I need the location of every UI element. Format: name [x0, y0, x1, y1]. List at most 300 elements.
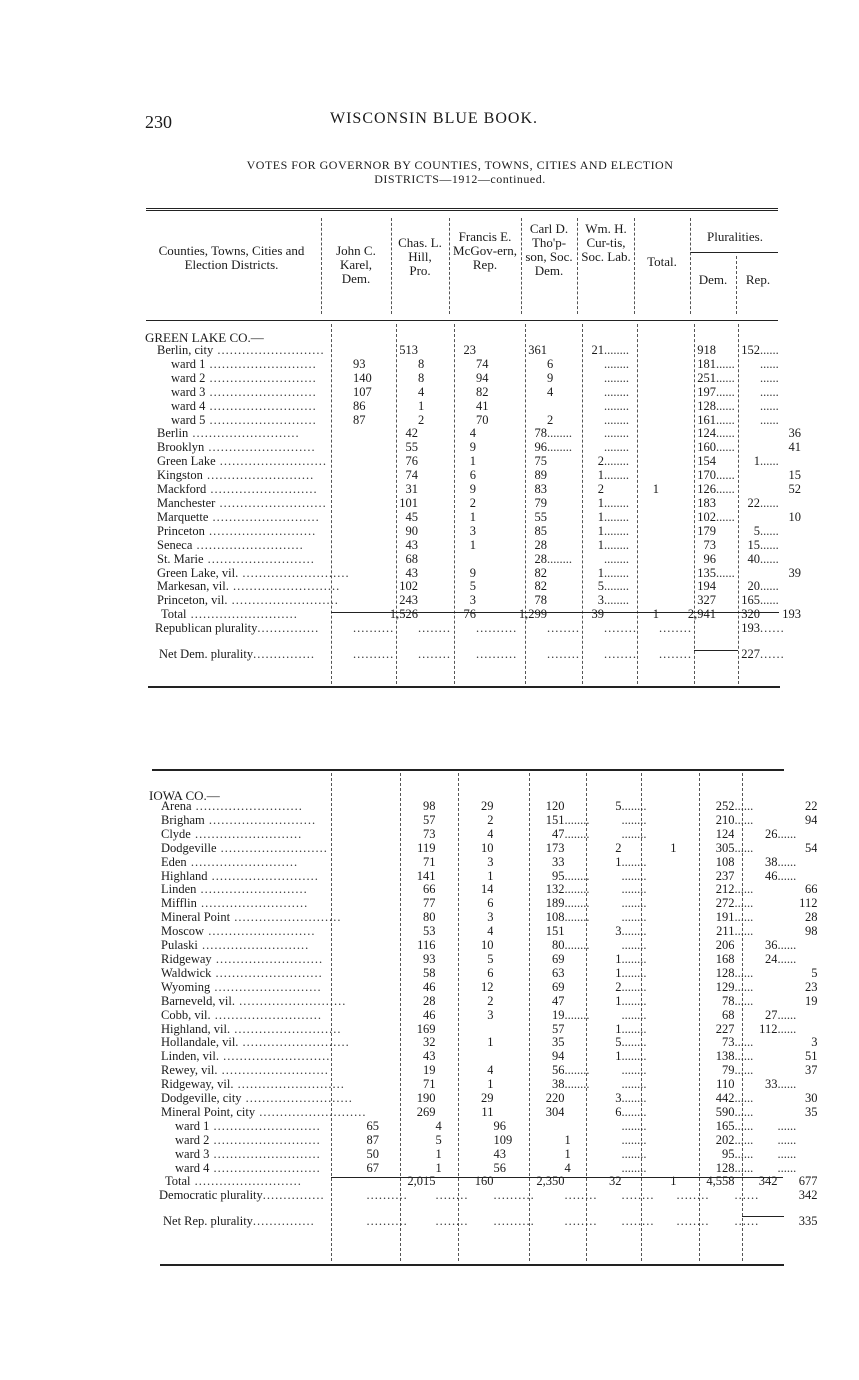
cell-thompson: 1: [597, 524, 604, 538]
cell-curtis: ........: [604, 427, 629, 441]
district-name: Total ..........................: [161, 608, 298, 622]
district-name: ward 2 ..........................: [171, 371, 317, 385]
district-name-text: Linden, vil.: [161, 1050, 219, 1064]
spacer-row: [145, 636, 801, 648]
table-row: [145, 414, 801, 428]
cell-rep: 98: [804, 925, 818, 939]
district-name: ward 1 ..........................: [171, 357, 317, 371]
table-row: [145, 567, 801, 581]
cell-dem: 227: [741, 648, 760, 662]
cell-total: 442: [715, 1092, 735, 1106]
cell-dem: ......: [734, 1119, 754, 1133]
district-name: Rewey, vil. ..........................: [161, 1064, 329, 1078]
cell-curtis: ........: [621, 1133, 647, 1147]
cell-dem: 33: [764, 1078, 778, 1092]
cell-mcgovern: 75: [534, 455, 547, 469]
cell-hill: [418, 553, 476, 567]
cell-dem: 320: [741, 608, 760, 622]
cell-thompson: ........: [564, 883, 590, 897]
cell-rep: ......: [760, 538, 779, 552]
cell-thompson: 3: [597, 594, 604, 608]
cell-mcgovern: 38: [551, 1078, 565, 1092]
cell-total: 181: [697, 357, 716, 371]
cell-curtis: ........: [621, 911, 647, 925]
district-name: ward 2 ..........................: [175, 1133, 321, 1147]
district-name-text: Moscow: [161, 925, 205, 939]
cell-karel: 68: [405, 552, 418, 566]
cell-dem: ......: [734, 994, 754, 1008]
cell-hill: 11: [481, 1105, 494, 1119]
cell-dem: ......: [734, 1064, 754, 1078]
cell-dem: 46: [764, 869, 778, 883]
district-name: Cobb, vil. ..........................: [161, 1008, 323, 1022]
cell-thompson: 39: [591, 608, 604, 622]
cell-rep: ......: [760, 524, 779, 538]
cell-karel: 73: [422, 827, 436, 841]
cell-karel: 71: [422, 855, 436, 869]
cell-mcgovern: 79: [534, 496, 547, 510]
cell-thompson: 1: [597, 510, 604, 524]
cell-total: 305: [715, 841, 735, 855]
district-name-text: Cobb, vil.: [161, 1008, 211, 1022]
cell-karel: 66: [422, 883, 436, 897]
table-row: [145, 358, 801, 372]
cell-hill: 1: [435, 1147, 442, 1161]
district-name: Kingston ..........................: [157, 469, 315, 483]
cell-mcgovern: 85: [534, 524, 547, 538]
cell-thompson: ........: [564, 827, 590, 841]
cell-thompson: 5: [615, 800, 622, 813]
cell-rep: 23: [804, 980, 818, 994]
cell-rep: ......: [777, 869, 797, 883]
cell-rep: ......: [777, 1119, 797, 1133]
cell-rep: 3: [811, 1036, 818, 1050]
header-karel: John C. Karel, Dem.: [336, 243, 376, 286]
cell-dem: ......: [716, 371, 735, 385]
cell-total: 108: [715, 855, 735, 869]
cell-curtis: ........: [621, 883, 647, 897]
cell-thompson: ........: [564, 869, 590, 883]
district-name-text: Highland, vil.: [161, 1022, 231, 1036]
header-col-line: [634, 218, 635, 314]
cell-rep: 37: [804, 1064, 818, 1078]
cell-hill: 29: [480, 1092, 494, 1106]
cell-hill: 1: [469, 455, 476, 469]
cell-dem: ......: [716, 510, 735, 524]
cell-dem: 112: [759, 1022, 778, 1036]
cell-thompson: ........: [564, 1064, 590, 1078]
cell-karel: 57: [422, 813, 436, 827]
net-plurality-label: Net Dem. plurality...............: [159, 648, 315, 662]
cell-dem: ......: [716, 566, 735, 580]
cell-karel: 1,526: [389, 608, 418, 622]
cell-karel: 28: [422, 994, 436, 1008]
cell-curtis: ........: [621, 813, 647, 827]
cell-thompson: 6: [615, 1105, 622, 1119]
cell-mcgovern: 69: [551, 980, 565, 994]
cell-mcgovern: ..........: [476, 648, 518, 662]
cell-mcgovern: 78: [534, 594, 547, 608]
cell-thompson: 2: [615, 980, 622, 994]
cell-hill: 3: [487, 855, 494, 869]
cell-dem: ......: [716, 399, 735, 413]
header-total: Total.: [647, 254, 677, 269]
table-row: [149, 1106, 817, 1120]
cell-karel: 2,015: [407, 1175, 436, 1189]
district-name: ward 3 ..........................: [171, 385, 317, 399]
cell-karel: 65: [366, 1119, 379, 1133]
cell-mcgovern: 82: [534, 580, 547, 594]
district-name: Princeton ..........................: [157, 524, 317, 538]
cell-hill: 4: [469, 427, 476, 441]
cell-hill: 6: [469, 469, 476, 483]
cell-karel: 32: [422, 1036, 436, 1050]
cell-mcgovern: 33: [551, 855, 565, 869]
table-row: [149, 1050, 817, 1064]
table-row: [149, 814, 817, 828]
cell-total: 194: [697, 580, 716, 594]
cell-curtis: ........: [621, 800, 647, 813]
cell-karel: 140: [353, 371, 372, 385]
table-row: [149, 828, 817, 842]
cell-rep: 15: [788, 469, 801, 483]
cell-rep: 28: [804, 911, 818, 925]
cell-karel: ..........: [353, 648, 395, 662]
green-lake-table: [145, 344, 801, 662]
cell-curtis: ........: [604, 552, 629, 566]
cell-karel: 45: [405, 510, 418, 524]
cell-curtis: ........: [621, 827, 647, 841]
cell-total: 191: [715, 911, 735, 925]
iowa-net-rule: [742, 1216, 784, 1217]
total-row: [145, 608, 801, 622]
district-name: Moscow ..........................: [161, 925, 316, 939]
cell-mcgovern: ..........: [476, 622, 518, 636]
header-col-line: [391, 218, 392, 314]
district-name: ward 3 ..........................: [175, 1147, 321, 1161]
cell-total: 165: [715, 1119, 735, 1133]
cell-hill: 160: [474, 1175, 494, 1189]
district-name: Marquette ..........................: [157, 510, 320, 524]
iowa-top-rule: [152, 769, 784, 771]
cell-thompson: ........: [564, 1078, 590, 1092]
district-name: Ridgeway, vil. ..........................: [161, 1078, 345, 1092]
cell-curtis: ........: [604, 648, 637, 662]
header-hill: Chas. L. Hill, Pro.: [398, 235, 442, 278]
cell-total: 210: [715, 813, 735, 827]
district-name: Highland ..........................: [161, 869, 319, 883]
cell-dem: 40: [747, 552, 760, 566]
cell-dem: ......: [734, 1133, 754, 1147]
cell-thompson: 1: [615, 952, 622, 966]
table-row: [145, 594, 801, 608]
cell-total: 160: [697, 441, 716, 455]
cell-dem: 22: [747, 496, 760, 510]
cell-rep: 66: [804, 883, 818, 897]
district-name-text: ward 3: [175, 1147, 210, 1161]
cell-curtis: ........: [604, 357, 629, 371]
district-name: Markesan, vil. ..........................: [157, 580, 341, 594]
cell-dem: 165: [741, 594, 760, 608]
cell-karel: 190: [416, 1092, 436, 1106]
cell-thompson: ........: [547, 552, 572, 566]
header-col-line: [577, 218, 578, 314]
cell-total: 124: [715, 827, 735, 841]
cell-dem: ......: [734, 980, 754, 994]
cell-karel: 87: [366, 1133, 379, 1147]
cell-thompson: ........: [547, 441, 572, 455]
district-name-text: Marquette: [157, 510, 209, 524]
cell-karel: 77: [422, 897, 436, 911]
cell-dem: ......: [734, 1189, 760, 1203]
table-row: [149, 1092, 817, 1106]
cell-karel: 43: [422, 1050, 436, 1064]
cell-mcgovern: 361: [528, 344, 547, 357]
table-row: [145, 497, 801, 511]
district-name-text: ward 2: [175, 1133, 210, 1147]
cell-karel: 101: [399, 496, 418, 510]
district-name: Total ..........................: [165, 1175, 302, 1189]
cell-total: 272: [715, 897, 735, 911]
cell-total: 183: [697, 496, 716, 510]
district-name: ward 1 ..........................: [175, 1119, 321, 1133]
cell-total: 129: [715, 980, 735, 994]
cell-karel: 43: [405, 538, 418, 552]
cell-rep: 36: [788, 427, 801, 441]
table-row: [145, 400, 801, 414]
cell-mcgovern: 220: [545, 1092, 565, 1106]
cell-dem: ......: [716, 385, 735, 399]
district-name: Dodgeville ..........................: [161, 841, 328, 855]
cell-rep: 22: [804, 800, 818, 813]
plurality-row: [149, 1189, 817, 1203]
cell-total: 124: [697, 427, 716, 441]
cell-total: 128: [715, 1161, 735, 1175]
table-row: [149, 897, 817, 911]
cell-total: ........: [676, 1189, 710, 1203]
cell-mcgovern: 96: [493, 1119, 506, 1133]
cell-mcgovern: 63: [551, 966, 565, 980]
cell-thompson: 2: [547, 413, 554, 427]
cell-total: 135: [697, 566, 716, 580]
cell-dem: ......: [734, 1161, 754, 1175]
district-name-text: ward 5: [171, 413, 206, 427]
spacer-row: [149, 1203, 817, 1215]
cell-total: 110: [716, 1078, 735, 1092]
header-districts: Counties, Towns, Cities and Election Districts.: [158, 243, 305, 272]
cell-curtis: ........: [604, 371, 629, 385]
cell-mcgovern: 151: [545, 925, 565, 939]
cell-total: 95: [721, 1147, 735, 1161]
cell-mcgovern: 96: [534, 441, 547, 455]
cell-total: 211: [716, 925, 735, 939]
district-name-text: Green Lake, vil.: [157, 566, 239, 580]
district-name: Pulaski ..........................: [161, 939, 310, 953]
district-name-text: Rewey, vil.: [161, 1064, 218, 1078]
table-row: [145, 372, 801, 386]
district-name: Berlin, city ..........................: [157, 344, 325, 357]
cell-karel: 76: [405, 455, 418, 469]
district-name: Linden, vil. ..........................: [161, 1050, 331, 1064]
cell-rep: ......: [760, 413, 779, 427]
district-name: Mifflin ..........................: [161, 897, 309, 911]
cell-karel: 19: [422, 1064, 436, 1078]
cell-rep: 5: [811, 966, 818, 980]
cell-thompson: 1: [615, 1050, 622, 1064]
cell-rep: ......: [760, 622, 785, 636]
cell-rep: ......: [760, 371, 779, 385]
cell-rep: ......: [760, 580, 779, 594]
header-bottom-rule: [146, 320, 778, 321]
cell-curtis: ........: [621, 1078, 647, 1092]
header-curtis: Wm. H. Cur-tis, Soc. Lab.: [581, 221, 631, 264]
cell-mcgovern: 56: [493, 1161, 506, 1175]
header-dem: Dem.: [698, 272, 728, 287]
table-row: [149, 1064, 817, 1078]
district-name-text: Linden: [161, 883, 197, 897]
cell-rep: 41: [788, 441, 801, 455]
cell-rep: ......: [777, 1022, 797, 1036]
cell-thompson: 4: [564, 1161, 571, 1175]
cell-hill: 2: [487, 994, 494, 1008]
cell-dem: 26: [764, 827, 778, 841]
district-name-text: Total: [161, 608, 187, 622]
cell-mcgovern: 82: [534, 566, 547, 580]
cell-rep: 342: [798, 1189, 818, 1203]
cell-dem: ......: [716, 441, 735, 455]
county-heading: GREEN LAKE CO.—: [145, 330, 264, 345]
cell-dem: ......: [734, 966, 754, 980]
cell-karel: 141: [416, 869, 436, 883]
cell-dem: ......: [716, 413, 735, 427]
cell-rep: 193: [782, 608, 801, 622]
cell-karel: 169: [416, 1022, 436, 1036]
district-name: Princeton, vil. ..........................: [157, 594, 339, 608]
cell-hill: 1: [469, 538, 476, 552]
cell-curtis: ........: [604, 510, 629, 524]
cell-mcgovern: 55: [534, 510, 547, 524]
cell-thompson: 2: [615, 841, 622, 855]
cell-total: 170: [697, 469, 716, 483]
district-name-text: Pulaski: [161, 939, 198, 953]
cell-mcgovern: 189: [545, 897, 565, 911]
cell-hill: 3: [469, 524, 476, 538]
cell-total: 327: [697, 594, 716, 608]
cell-curtis: ........: [621, 1189, 655, 1203]
table-row: [145, 386, 801, 400]
cell-thompson: 1: [597, 566, 604, 580]
cell-dem: 27: [764, 1008, 778, 1022]
table-row: [145, 580, 801, 594]
cell-mcgovern: 120: [545, 800, 565, 813]
cell-karel: 87: [353, 413, 366, 427]
cell-total: 237: [715, 869, 735, 883]
table-row: [149, 856, 817, 870]
cell-thompson: ........: [547, 648, 580, 662]
cell-karel: ..........: [353, 622, 395, 636]
cell-rep: ......: [760, 552, 779, 566]
cell-curtis: ........: [604, 580, 629, 594]
cell-total: 179: [697, 524, 716, 538]
cell-thompson: 1: [564, 1133, 571, 1147]
cell-curtis: ........: [604, 469, 629, 483]
cell-karel: 67: [366, 1161, 379, 1175]
cell-total: 212: [715, 883, 735, 897]
cell-rep: ......: [760, 385, 779, 399]
district-name-text: Mackford: [157, 483, 207, 497]
district-name-text: Waldwick: [161, 966, 212, 980]
cell-mcgovern: 80: [551, 939, 565, 953]
district-name: Wyoming ..........................: [161, 980, 322, 994]
district-name: Green Lake ..........................: [157, 455, 328, 469]
cell-rep: ......: [777, 855, 797, 869]
cell-curtis: 1: [670, 1175, 677, 1189]
district-name-text: Highland: [161, 869, 208, 883]
cell-thompson: 1: [615, 994, 622, 1008]
district-name: Dodgeville, city ..........................: [161, 1092, 353, 1106]
cell-thompson: 5: [597, 580, 604, 594]
cell-mcgovern: 132: [545, 883, 565, 897]
cell-total: 68: [721, 1008, 735, 1022]
cell-dem: ......: [734, 925, 754, 939]
cell-thompson: 3: [615, 1092, 622, 1106]
district-name: Brooklyn ..........................: [157, 441, 316, 455]
cell-curtis: ........: [604, 344, 629, 357]
cell-hill: 29: [480, 800, 494, 813]
district-name: Arena ..........................: [161, 800, 303, 813]
header-thompson: Carl D. Tho'p-son, Soc. Dem.: [525, 221, 573, 278]
cell-total: 918: [697, 344, 716, 357]
cell-thompson: 2: [597, 483, 604, 497]
cell-total: 2,941: [687, 608, 716, 622]
cell-dem: ......: [716, 469, 735, 483]
table-row: [149, 953, 817, 967]
cell-curtis: ........: [621, 994, 647, 1008]
cell-karel: 93: [422, 952, 436, 966]
cell-dem: 36: [764, 939, 778, 953]
district-name-text: Ridgeway: [161, 952, 212, 966]
district-name-text: Mineral Point, city: [161, 1105, 256, 1119]
table-row: [145, 455, 801, 469]
cell-mcgovern: 82: [476, 385, 489, 399]
district-name: Manchester ..........................: [157, 496, 327, 510]
cell-thompson: [564, 1120, 621, 1134]
cell-dem: ......: [734, 1092, 754, 1106]
table-row: [149, 911, 817, 925]
table-row: [145, 469, 801, 483]
table-row: [145, 539, 801, 553]
cell-mcgovern: ..........: [493, 1189, 535, 1203]
table-row: [149, 1148, 817, 1162]
cell-curtis: ........: [621, 1022, 647, 1036]
district-name: Barneveld, vil. ..........................: [161, 994, 347, 1008]
district-name-text: Hollandale, vil.: [161, 1036, 239, 1050]
district-name: Berlin ..........................: [157, 427, 300, 441]
cell-karel: 50: [366, 1147, 379, 1161]
cell-thompson: 1: [597, 538, 604, 552]
cell-karel: 243: [399, 594, 418, 608]
cell-rep: ......: [777, 1133, 797, 1147]
cell-curtis: ........: [621, 1036, 647, 1050]
cell-curtis: ........: [621, 1092, 647, 1106]
cell-mcgovern: 19: [551, 1008, 565, 1022]
cell-hill: 3: [487, 911, 494, 925]
cell-karel: 80: [422, 911, 436, 925]
district-name-text: Eden: [161, 855, 187, 869]
cell-curtis: ........: [604, 441, 629, 455]
cell-thompson: 1: [615, 855, 622, 869]
cell-total: 78: [721, 994, 735, 1008]
